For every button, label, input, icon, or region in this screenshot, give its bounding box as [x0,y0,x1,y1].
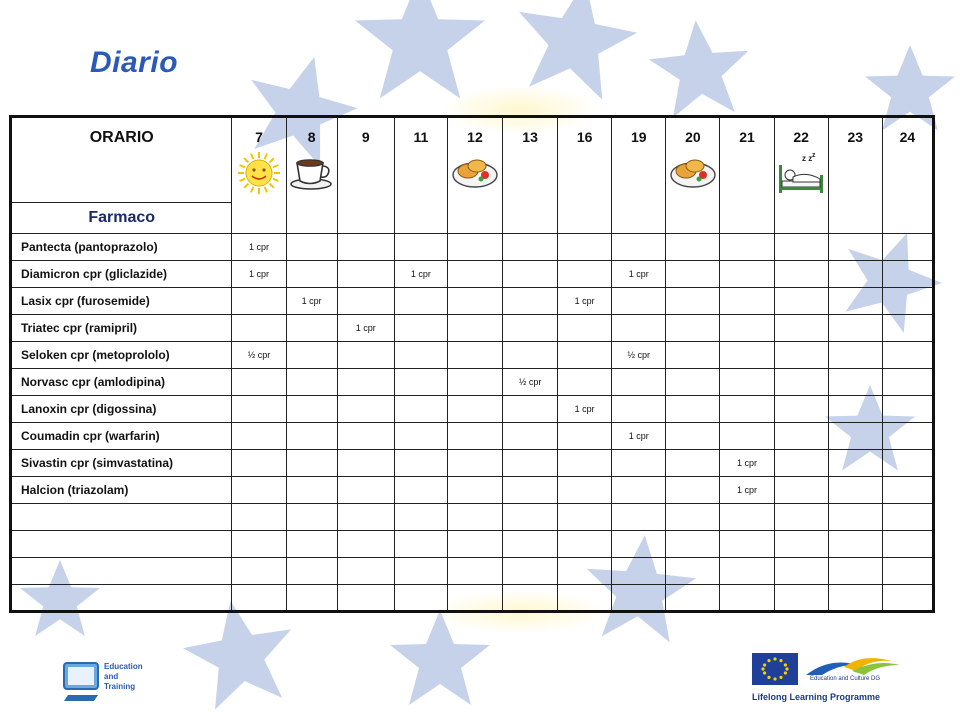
dose-cell-13: ½ cpr [503,369,558,396]
table-row [11,558,934,585]
dose-cell-9 [337,342,394,369]
dose-cell-11 [394,450,447,477]
dose-cell-12 [447,396,502,423]
dose-cell-7 [232,369,286,396]
dose-cell-7 [232,450,286,477]
dose-cell-8 [286,558,337,585]
dose-cell-21 [720,531,774,558]
education-training-logo [60,655,150,712]
table-row [11,315,934,342]
svg-text:z: z [812,152,816,159]
table-row [11,234,934,261]
dose-cell-16 [558,234,612,261]
table-row [11,423,934,450]
dose-cell-24 [882,423,933,450]
hour-label: 9 [361,129,370,145]
dose-cell-16 [558,504,612,531]
dose-cell-7 [232,585,286,612]
hour-label: 16 [576,129,593,145]
dose-cell-22 [774,315,828,342]
dose-cell-9 [337,234,394,261]
dose-cell-13 [503,423,558,450]
dose-cell-13 [503,288,558,315]
dose-cell-22 [774,288,828,315]
dose-cell-16 [558,261,612,288]
dose-cell-21 [720,504,774,531]
medication-diary-table [9,115,935,613]
dose-cell-20 [666,477,720,504]
dose-cell-23 [828,342,882,369]
drug-name-cell: Pantecta (pantoprazolo) [11,234,232,261]
drug-name-cell [11,531,232,558]
dose-cell-21: 1 cpr [720,450,774,477]
dose-cell-7 [232,288,286,315]
hour-label: 21 [739,129,755,145]
dose-cell-16 [558,450,612,477]
dose-cell-11 [394,315,447,342]
dose-cell-16 [558,477,612,504]
dose-cell-22 [774,558,828,585]
dose-cell-9 [337,261,394,288]
dose-cell-8 [286,315,337,342]
dose-cell-16 [558,342,612,369]
dose-cell-7: ½ cpr [232,342,286,369]
table-row [11,450,934,477]
dose-cell-8 [286,504,337,531]
dose-cell-13 [503,315,558,342]
hour-header-9 [337,117,394,234]
dose-cell-11 [394,585,447,612]
hour-label: 23 [847,129,864,145]
dose-cell-22 [774,234,828,261]
dose-cell-21 [720,288,774,315]
table-row [11,396,934,423]
dose-cell-11 [394,558,447,585]
dose-cell-21 [720,342,774,369]
dose-cell-16: 1 cpr [558,396,612,423]
dose-cell-19 [612,369,666,396]
logo-left-line1: Education [104,662,143,671]
dose-cell-21 [720,558,774,585]
dose-cell-11 [394,288,447,315]
dose-cell-11 [394,234,447,261]
dose-cell-12 [447,261,502,288]
dose-cell-23 [828,585,882,612]
dose-cell-23 [828,261,882,288]
dose-cell-8 [286,396,337,423]
dose-cell-12 [447,342,502,369]
dose-cell-9 [337,477,394,504]
dose-cell-21 [720,261,774,288]
dose-cell-13 [503,585,558,612]
orario-header [11,117,232,203]
medication-diary-table-wrap [9,115,935,612]
dose-cell-11 [394,477,447,504]
dose-cell-20 [666,585,720,612]
dose-cell-8 [286,369,337,396]
dose-cell-23 [828,504,882,531]
drug-name-cell: Norvasc cpr (amlodipina) [11,369,232,396]
dose-cell-19 [612,288,666,315]
lifelong-learning-label: Lifelong Learning Programme [752,692,881,702]
hour-label: 20 [685,129,701,145]
hour-header-19 [612,117,666,234]
dose-cell-9 [337,585,394,612]
hour-header-11 [394,117,447,234]
dose-cell-19 [612,315,666,342]
table-row [11,261,934,288]
dose-cell-11 [394,342,447,369]
drug-name-cell: Lanoxin cpr (digossina) [11,396,232,423]
dose-cell-12 [447,477,502,504]
dose-cell-8 [286,477,337,504]
hour-header-23 [828,117,882,234]
dose-cell-11 [394,504,447,531]
dose-cell-11 [394,369,447,396]
dose-cell-20 [666,504,720,531]
dose-cell-8 [286,342,337,369]
dose-cell-12 [447,450,502,477]
dose-cell-20 [666,261,720,288]
dose-cell-8: 1 cpr [286,288,337,315]
orario-label: ORARIO [89,129,154,146]
dose-cell-21 [720,585,774,612]
dose-cell-24 [882,504,933,531]
dose-cell-19 [612,585,666,612]
farmaco-header: Farmaco [11,203,232,234]
hour-header-13 [503,117,558,234]
dose-cell-8 [286,261,337,288]
dose-cell-23 [828,288,882,315]
dose-cell-9 [337,423,394,450]
dose-cell-16 [558,423,612,450]
dose-cell-16 [558,585,612,612]
dose-cell-22 [774,531,828,558]
dose-cell-20 [666,315,720,342]
dose-cell-23 [828,558,882,585]
hour-header-22 [774,117,828,234]
dose-cell-20 [666,423,720,450]
drug-name-cell [11,585,232,612]
dose-cell-7: 1 cpr [232,234,286,261]
dose-cell-7 [232,396,286,423]
logo-left-line3: Training [104,682,136,691]
dose-cell-9 [337,396,394,423]
sun-icon [232,151,285,200]
dose-cell-24 [882,315,933,342]
dose-cell-13 [503,261,558,288]
drug-name-cell: Seloken cpr (metoprololo) [11,342,232,369]
dose-cell-23 [828,396,882,423]
hour-label: 19 [631,129,647,145]
drug-name-cell: Coumadin cpr (warfarin) [11,423,232,450]
page-title: Diario [90,46,179,79]
coffee-cup-icon [287,151,337,196]
dose-cell-19: 1 cpr [612,423,666,450]
dose-cell-20 [666,234,720,261]
dose-cell-12 [447,504,502,531]
dose-cell-24 [882,558,933,585]
drug-name-cell [11,558,232,585]
dose-cell-13 [503,504,558,531]
dose-cell-23 [828,369,882,396]
table-row [11,369,934,396]
dose-cell-13 [503,396,558,423]
hour-header-16 [558,117,612,234]
dose-cell-12 [447,288,502,315]
dose-cell-7 [232,423,286,450]
dose-cell-22 [774,450,828,477]
dose-cell-12 [447,369,502,396]
dose-cell-22 [774,342,828,369]
dose-cell-7 [232,504,286,531]
dose-cell-20 [666,288,720,315]
dose-cell-19 [612,504,666,531]
drug-name-cell: Triatec cpr (ramipril) [11,315,232,342]
dose-cell-20 [666,369,720,396]
hour-label: 11 [413,129,429,145]
dose-cell-24 [882,234,933,261]
dose-cell-13 [503,450,558,477]
dose-cell-24 [882,531,933,558]
dose-cell-23 [828,234,882,261]
dose-cell-19 [612,531,666,558]
dose-cell-19: ½ cpr [612,342,666,369]
dose-cell-24 [882,369,933,396]
dose-cell-20 [666,396,720,423]
table-row [11,585,934,612]
dose-cell-22 [774,261,828,288]
dose-cell-11 [394,423,447,450]
dose-cell-16 [558,369,612,396]
dose-cell-23 [828,531,882,558]
dose-cell-19 [612,396,666,423]
dose-cell-21 [720,369,774,396]
dose-cell-13 [503,558,558,585]
dose-cell-19 [612,477,666,504]
dose-cell-7 [232,558,286,585]
dose-cell-24 [882,450,933,477]
dose-cell-8 [286,423,337,450]
dose-cell-19: 1 cpr [612,261,666,288]
hour-label: 12 [467,129,483,145]
dose-cell-9 [337,558,394,585]
dose-cell-23 [828,450,882,477]
dose-cell-23 [828,423,882,450]
dose-cell-23 [828,315,882,342]
hour-label: 24 [899,129,916,145]
dose-cell-22 [774,369,828,396]
dose-cell-9 [337,504,394,531]
dose-cell-9 [337,450,394,477]
dose-cell-24 [882,288,933,315]
dose-cell-11 [394,396,447,423]
dose-cell-13 [503,477,558,504]
dose-cell-22 [774,585,828,612]
dose-cell-19 [612,450,666,477]
table-row [11,531,934,558]
drug-name-cell: Lasix cpr (furosemide) [11,288,232,315]
dose-cell-24 [882,396,933,423]
table-row [11,477,934,504]
dose-cell-16 [558,315,612,342]
dose-cell-8 [286,234,337,261]
dose-cell-21 [720,396,774,423]
hour-header-8 [286,117,337,234]
dose-cell-9 [337,369,394,396]
dose-cell-19 [612,558,666,585]
hour-header-21 [720,117,774,234]
header-row [11,117,934,203]
drug-name-cell [11,504,232,531]
svg-text:z z: z z [802,154,813,163]
dose-cell-9: 1 cpr [337,315,394,342]
hour-label: 8 [307,129,316,145]
dose-cell-8 [286,531,337,558]
dose-cell-7 [232,531,286,558]
dose-cell-16 [558,558,612,585]
dose-cell-8 [286,450,337,477]
eu-logo [752,651,902,696]
dose-cell-24 [882,342,933,369]
dose-cell-13 [503,531,558,558]
dose-cell-24 [882,261,933,288]
dose-cell-13 [503,234,558,261]
dose-cell-7 [232,477,286,504]
dose-cell-20 [666,450,720,477]
dose-cell-22 [774,477,828,504]
dose-cell-11: 1 cpr [394,261,447,288]
dose-cell-9 [337,288,394,315]
dose-cell-13 [503,342,558,369]
dose-cell-20 [666,558,720,585]
dose-cell-20 [666,342,720,369]
lunch-plate-icon [448,151,502,194]
dose-cell-11 [394,531,447,558]
hour-header-7 [232,117,286,234]
dose-cell-12 [447,315,502,342]
hour-label: 13 [522,129,538,145]
dose-cell-12 [447,234,502,261]
drug-name-cell: Diamicron cpr (gliclazide) [11,261,232,288]
dose-cell-12 [447,423,502,450]
dose-cell-12 [447,558,502,585]
dose-cell-24 [882,477,933,504]
dose-cell-24 [882,585,933,612]
dose-cell-7: 1 cpr [232,261,286,288]
dose-cell-20 [666,531,720,558]
dose-cell-21 [720,234,774,261]
dose-cell-16: 1 cpr [558,288,612,315]
table-row [11,504,934,531]
dose-cell-22 [774,423,828,450]
dose-cell-22 [774,504,828,531]
table-row [11,342,934,369]
dose-cell-21 [720,423,774,450]
dose-cell-7 [232,315,286,342]
dinner-plate-icon [666,151,719,194]
dose-cell-23 [828,477,882,504]
dose-cell-16 [558,531,612,558]
hour-header-12 [447,117,502,234]
sleeping-bed-icon [775,151,828,200]
hour-label: 22 [793,129,809,145]
drug-name-cell: Halcion (triazolam) [11,477,232,504]
eu-caption: Education and Culture DG [810,676,881,682]
dose-cell-22 [774,396,828,423]
drug-name-cell: Sivastin cpr (simvastatina) [11,450,232,477]
dose-cell-19 [612,234,666,261]
dose-cell-21: 1 cpr [720,477,774,504]
dose-cell-8 [286,585,337,612]
hour-header-24 [882,117,933,234]
hour-header-20 [666,117,720,234]
dose-cell-12 [447,531,502,558]
dose-cell-12 [447,585,502,612]
logo-left-line2: and [104,672,119,681]
table-row [11,288,934,315]
dose-cell-21 [720,315,774,342]
dose-cell-9 [337,531,394,558]
hour-label: 7 [255,129,263,145]
